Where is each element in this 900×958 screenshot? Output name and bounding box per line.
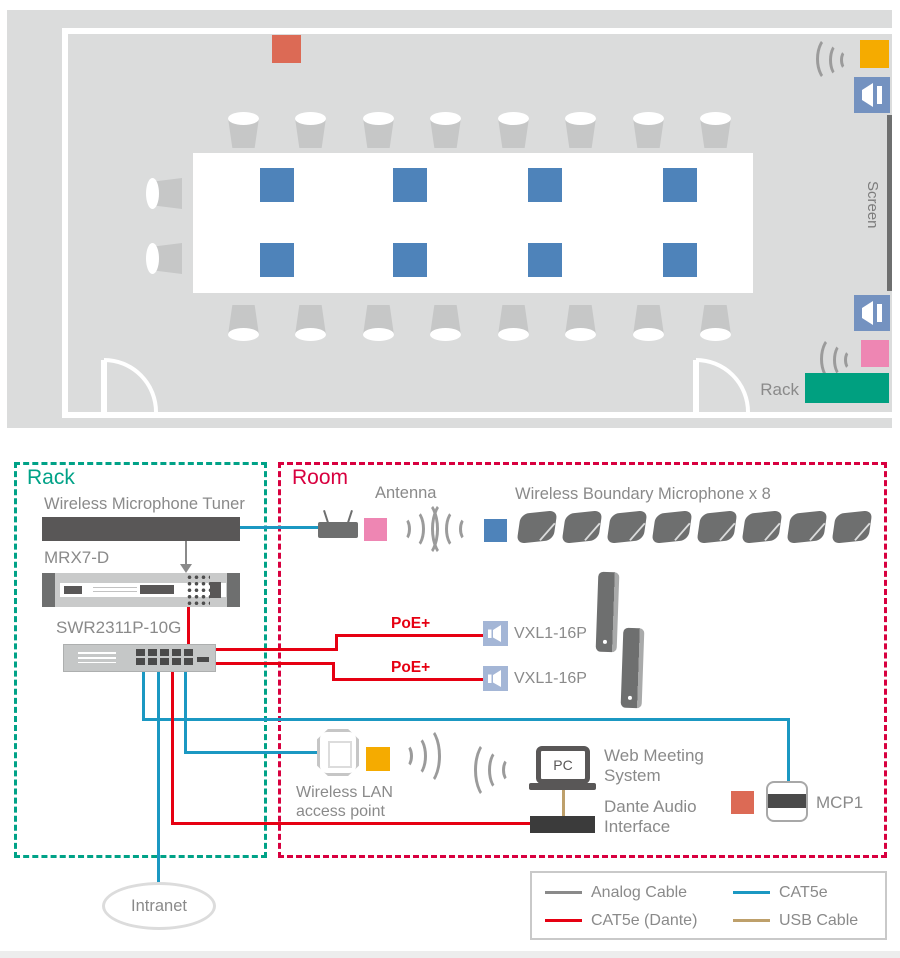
arrow-down-icon (180, 564, 192, 573)
chair-icon (633, 112, 664, 150)
sound-waves-icon (397, 500, 429, 558)
tuner-label: Wireless Microphone Tuner (44, 495, 245, 513)
speaker-icon (854, 77, 890, 113)
wlan-label-line1: Wireless LAN (296, 784, 393, 801)
sound-waves-icon (484, 740, 516, 800)
dante-cable (171, 822, 534, 825)
boundary-mic-square (663, 168, 697, 202)
dante-line2: Interface (604, 817, 671, 836)
speaker-icon (854, 295, 890, 331)
vxl-label: VXL1-16P (514, 625, 587, 642)
dante-label (604, 797, 697, 837)
antenna-device (318, 522, 358, 538)
sound-waves-icon (826, 36, 852, 82)
boundary-mic-square (260, 168, 294, 202)
wlan-access-point-device (317, 729, 359, 776)
sound-waves-icon (399, 726, 431, 786)
legend-dante-swatch (545, 919, 582, 922)
rack-ear (42, 573, 55, 607)
chair-icon (295, 303, 326, 341)
speaker-icon (483, 621, 508, 646)
mcp1-label: MCP1 (816, 793, 864, 812)
vent-lines (93, 587, 137, 592)
dante-cable (216, 648, 338, 651)
legend-analog-swatch (545, 891, 582, 894)
chair-icon (363, 303, 394, 341)
laptop-base (529, 783, 596, 790)
dot-cluster (186, 574, 210, 606)
antenna-label: Antenna (375, 484, 437, 502)
speaker-icon (483, 666, 508, 691)
uplink-port (197, 657, 209, 662)
analog-cable (185, 541, 187, 565)
mcp1-band (768, 794, 806, 808)
chair-icon (700, 303, 731, 341)
wlan-access-point-square (366, 747, 390, 771)
chair-icon (565, 303, 596, 341)
rack-ear (227, 573, 240, 607)
cat5e-cable (157, 671, 160, 884)
dante-cable (216, 662, 335, 665)
legend-box (530, 871, 887, 940)
rack-floor-label: Rack (760, 380, 799, 399)
chair-icon (633, 303, 664, 341)
chair-icon (498, 303, 529, 341)
intranet-label: Intranet (131, 896, 187, 915)
legend-dante-label: CAT5e (Dante) (591, 912, 698, 929)
boundary-mic-square (260, 243, 294, 277)
mrx7d-device (42, 573, 240, 607)
boundary-mic-square (528, 243, 562, 277)
mrx-label: MRX7-D (44, 548, 110, 567)
chair-icon (228, 112, 259, 150)
rack-floor-rect (805, 373, 889, 403)
dante-cable (187, 607, 190, 645)
antenna-square (861, 340, 889, 367)
wlan-access-point-square (860, 40, 889, 68)
swr2311p-switch (63, 644, 216, 672)
boundary-mic-square (528, 168, 562, 202)
web-meeting-line2: System (604, 766, 661, 785)
wireless-microphone-tuner (42, 517, 240, 541)
chair-icon (295, 112, 326, 150)
cat5e-cable (787, 718, 790, 782)
wlan-label-line2: access point (296, 803, 385, 820)
column-speaker (596, 572, 620, 653)
room-section-title: Room (292, 466, 349, 489)
wlan-label (296, 783, 393, 821)
legend-usb-label: USB Cable (779, 912, 859, 929)
page-bottom-strip (0, 951, 900, 958)
vent-lines (78, 652, 116, 663)
port-row (136, 658, 193, 665)
antenna-square (364, 518, 387, 541)
intranet-cloud (102, 882, 216, 930)
rack-section-title: Rack (27, 466, 75, 489)
web-meeting-label (604, 746, 704, 786)
sound-waves-icon (441, 500, 473, 558)
web-meeting-line1: Web Meeting (604, 746, 704, 765)
chair-icon (146, 243, 184, 274)
chair-icon (363, 112, 394, 150)
ap-inner-square (328, 741, 352, 768)
display (64, 586, 82, 594)
poe-label: PoE+ (391, 659, 431, 676)
boundary-mic-square (393, 243, 427, 277)
dante-cable (332, 678, 483, 681)
dante-cable (171, 671, 174, 825)
dante-line1: Dante Audio (604, 797, 697, 816)
cat5e-cable (184, 751, 320, 754)
port-row (136, 649, 193, 656)
cat5e-cable (142, 718, 790, 721)
floor-plan-panel (7, 10, 892, 428)
chair-icon (146, 178, 184, 209)
legend-cat5e-label: CAT5e (779, 884, 828, 901)
legend-cat5e-swatch (733, 891, 770, 894)
dante-interface-device (530, 816, 595, 833)
door-arc (97, 356, 161, 416)
chair-icon (430, 303, 461, 341)
usb-cable (562, 790, 565, 818)
chair-icon (228, 303, 259, 341)
vxl-label: VXL1-16P (514, 670, 587, 687)
screen-label: Screen (864, 181, 881, 229)
chair-icon (700, 112, 731, 150)
power-button (210, 582, 221, 598)
cat5e-cable (240, 526, 319, 529)
boundary-mics-label: Wireless Boundary Microphone x 8 (515, 485, 771, 503)
mcp1-device (766, 781, 808, 822)
boundary-mic-square (393, 168, 427, 202)
laptop-icon (536, 746, 590, 784)
boundary-mic-square (663, 243, 697, 277)
cat5e-cable (142, 671, 145, 721)
display (140, 585, 174, 594)
cat5e-cable (184, 671, 187, 754)
pc-label: PC (553, 757, 573, 773)
legend-usb-swatch (733, 919, 770, 922)
mcp1-wall-panel-icon (272, 35, 301, 63)
boundary-mic-square (484, 519, 507, 542)
chair-icon (430, 112, 461, 150)
switch-label: SWR2311P-10G (56, 618, 182, 637)
chair-icon (498, 112, 529, 150)
mcp1-wall-panel-icon (731, 791, 754, 814)
column-speaker (621, 628, 645, 709)
chair-icon (565, 112, 596, 150)
screen-bar (887, 115, 892, 291)
legend-analog-label: Analog Cable (591, 884, 688, 901)
poe-label: PoE+ (391, 615, 431, 632)
dante-cable (335, 634, 483, 637)
